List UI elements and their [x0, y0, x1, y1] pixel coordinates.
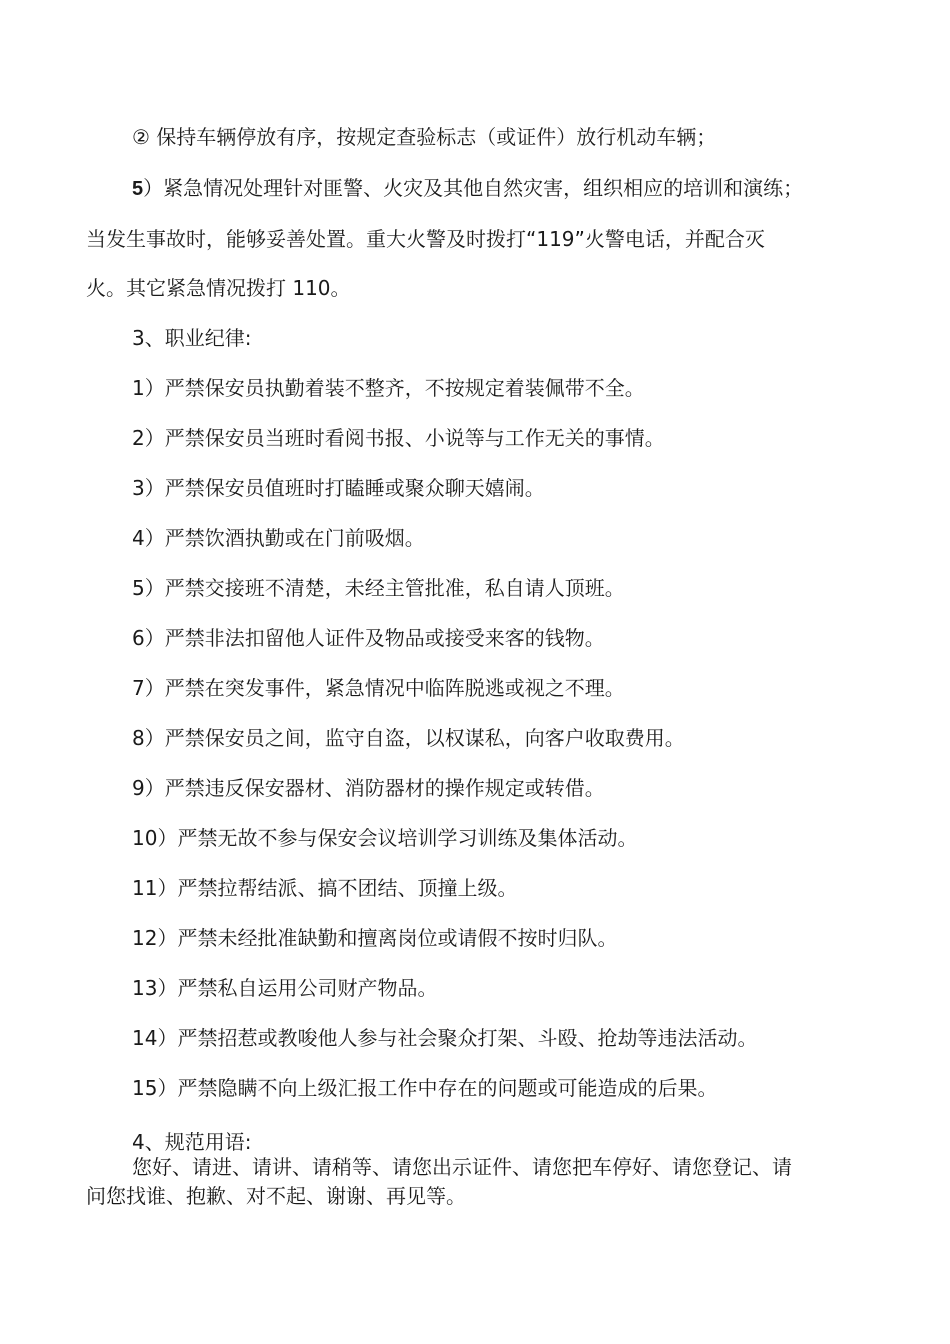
section-heading-standard-phrases: 4、规范用语: — [132, 1130, 252, 1154]
standard-phrases-line-2: 问您找谁、抱歉、对不起、谢谢、再见等。 — [86, 1184, 466, 1208]
discipline-item: 11）严禁拉帮结派、搞不团结、顶撞上级。 — [132, 876, 518, 900]
discipline-item: 10）严禁无故不参与保安会议培训学习训练及集体活动。 — [132, 826, 638, 850]
discipline-item: 6）严禁非法扣留他人证件及物品或接受来客的钱物。 — [132, 626, 605, 650]
paragraph-emergency-line-1 — [132, 176, 803, 201]
item-number-5: 5 — [132, 178, 144, 200]
paragraph-emergency-line-3: 火。其它紧急情况拨打 110。 — [86, 276, 351, 300]
discipline-item: 14）严禁招惹或教唆他人参与社会聚众打架、斗殴、抢劫等违法活动。 — [132, 1026, 758, 1050]
discipline-item: 9）严禁违反保安器材、消防器材的操作规定或转借。 — [132, 776, 605, 800]
discipline-item: 15）严禁隐瞒不向上级汇报工作中存在的问题或可能造成的后果。 — [132, 1076, 718, 1100]
paragraph-emergency-text: ）紧急情况处理针对匪警、火灾及其他自然灾害，组织相应的培训和演练； — [143, 176, 804, 200]
discipline-item: 8）严禁保安员之间，监守自盗，以权谋私，向客户收取费用。 — [132, 726, 685, 750]
discipline-item: 5）严禁交接班不清楚，未经主管批准，私自请人顶班。 — [132, 576, 625, 600]
discipline-item: 4）严禁饮酒执勤或在门前吸烟。 — [132, 526, 425, 550]
discipline-item: 12）严禁未经批准缺勤和擅离岗位或请假不按时归队。 — [132, 926, 618, 950]
discipline-item: 3）严禁保安员值班时打瞌睡或聚众聊天嬉闹。 — [132, 476, 545, 500]
discipline-item: 2）严禁保安员当班时看阅书报、小说等与工作无关的事情。 — [132, 426, 665, 450]
discipline-item: 13）严禁私自运用公司财产物品。 — [132, 976, 438, 1000]
discipline-item: 7）严禁在突发事件，紧急情况中临阵脱逃或视之不理。 — [132, 676, 625, 700]
section-heading-discipline: 3、职业纪律: — [132, 326, 252, 350]
standard-phrases-line-1: 您好、请进、请讲、请稍等、请您出示证件、请您把车停好、请您登记、请 — [132, 1155, 792, 1179]
paragraph-vehicle-parking: ② 保持车辆停放有序，按规定查验标志（或证件）放行机动车辆； — [132, 125, 717, 149]
paragraph-emergency-line-2: 当发生事故时，能够妥善处置。重大火警及时拨打“119”火警电话，并配合灭 — [86, 227, 765, 251]
discipline-item: 1）严禁保安员执勤着装不整齐，不按规定着装佩带不全。 — [132, 376, 645, 400]
